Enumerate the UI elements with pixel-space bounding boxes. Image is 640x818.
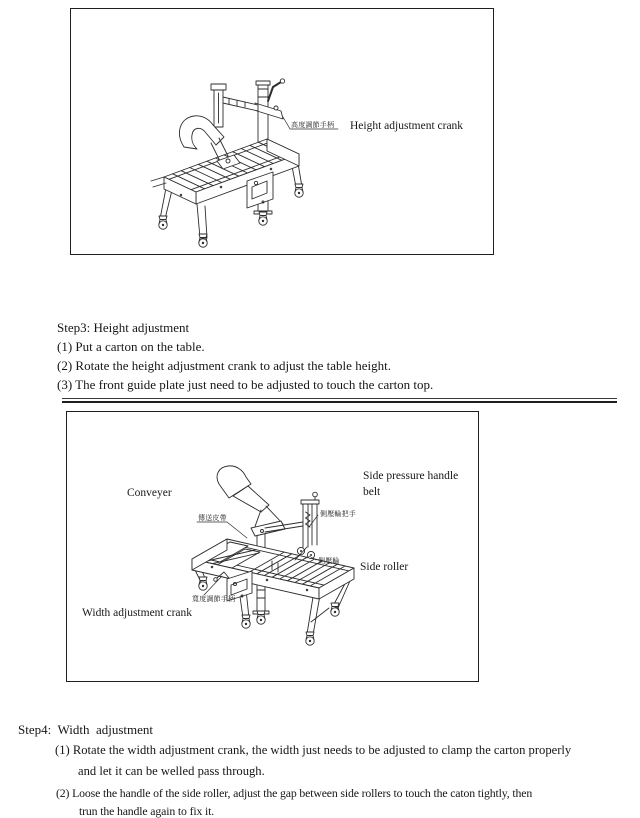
machine-line-drawing-width	[67, 412, 478, 681]
label-side-roller-cn: 側壓輪	[318, 557, 340, 565]
label-side-pressure-line1: Side pressure handle	[363, 470, 459, 482]
figure-width-adjustment	[66, 411, 479, 682]
step3-heading: Step3: Height adjustment	[57, 320, 190, 335]
label-conveyor-belt-cn: 傳送皮帶	[198, 514, 227, 522]
step3-item-2: (2) Rotate the height adjustment crank to adjust the table height.	[57, 358, 391, 373]
step4-item-1-line-2: and let it can be welled pass through.	[78, 764, 265, 778]
step3-item-1: (1) Put a carton on the table.	[57, 339, 205, 354]
label-width-crank-cn: 寬度調節手柄	[192, 595, 236, 603]
label-side-roller-handle-cn: 側壓輪把手	[320, 510, 356, 518]
label-side-pressure-en	[363, 469, 473, 500]
label-height-crank-en: Height adjustment crank	[350, 120, 464, 132]
step4-item-2-line-2: trun the handle again to fix it.	[79, 804, 215, 818]
step3-item-3: (3) The front guide plate just need to be adjusted to touch the carton top.	[57, 377, 434, 392]
label-height-crank-cn: 高度調節手柄	[291, 121, 335, 129]
label-width-crank-en: Width adjustment crank	[82, 607, 193, 619]
section-divider	[62, 398, 617, 403]
label-conveyer-en: Conveyer	[127, 487, 172, 499]
step4-item-2-line-1: (2) Loose the handle of the side roller, adjust the gap between side rollers to touch the caton tightly, then	[56, 786, 533, 800]
step4-heading: Step4: Width adjustment	[18, 722, 154, 737]
step4-item-1-line-1: (1) Rotate the width adjustment crank, the width just needs to be adjusted to clamp the carton properly	[55, 743, 572, 757]
label-side-roller-en: Side roller	[360, 561, 409, 573]
label-side-pressure-line2: belt	[363, 485, 381, 498]
